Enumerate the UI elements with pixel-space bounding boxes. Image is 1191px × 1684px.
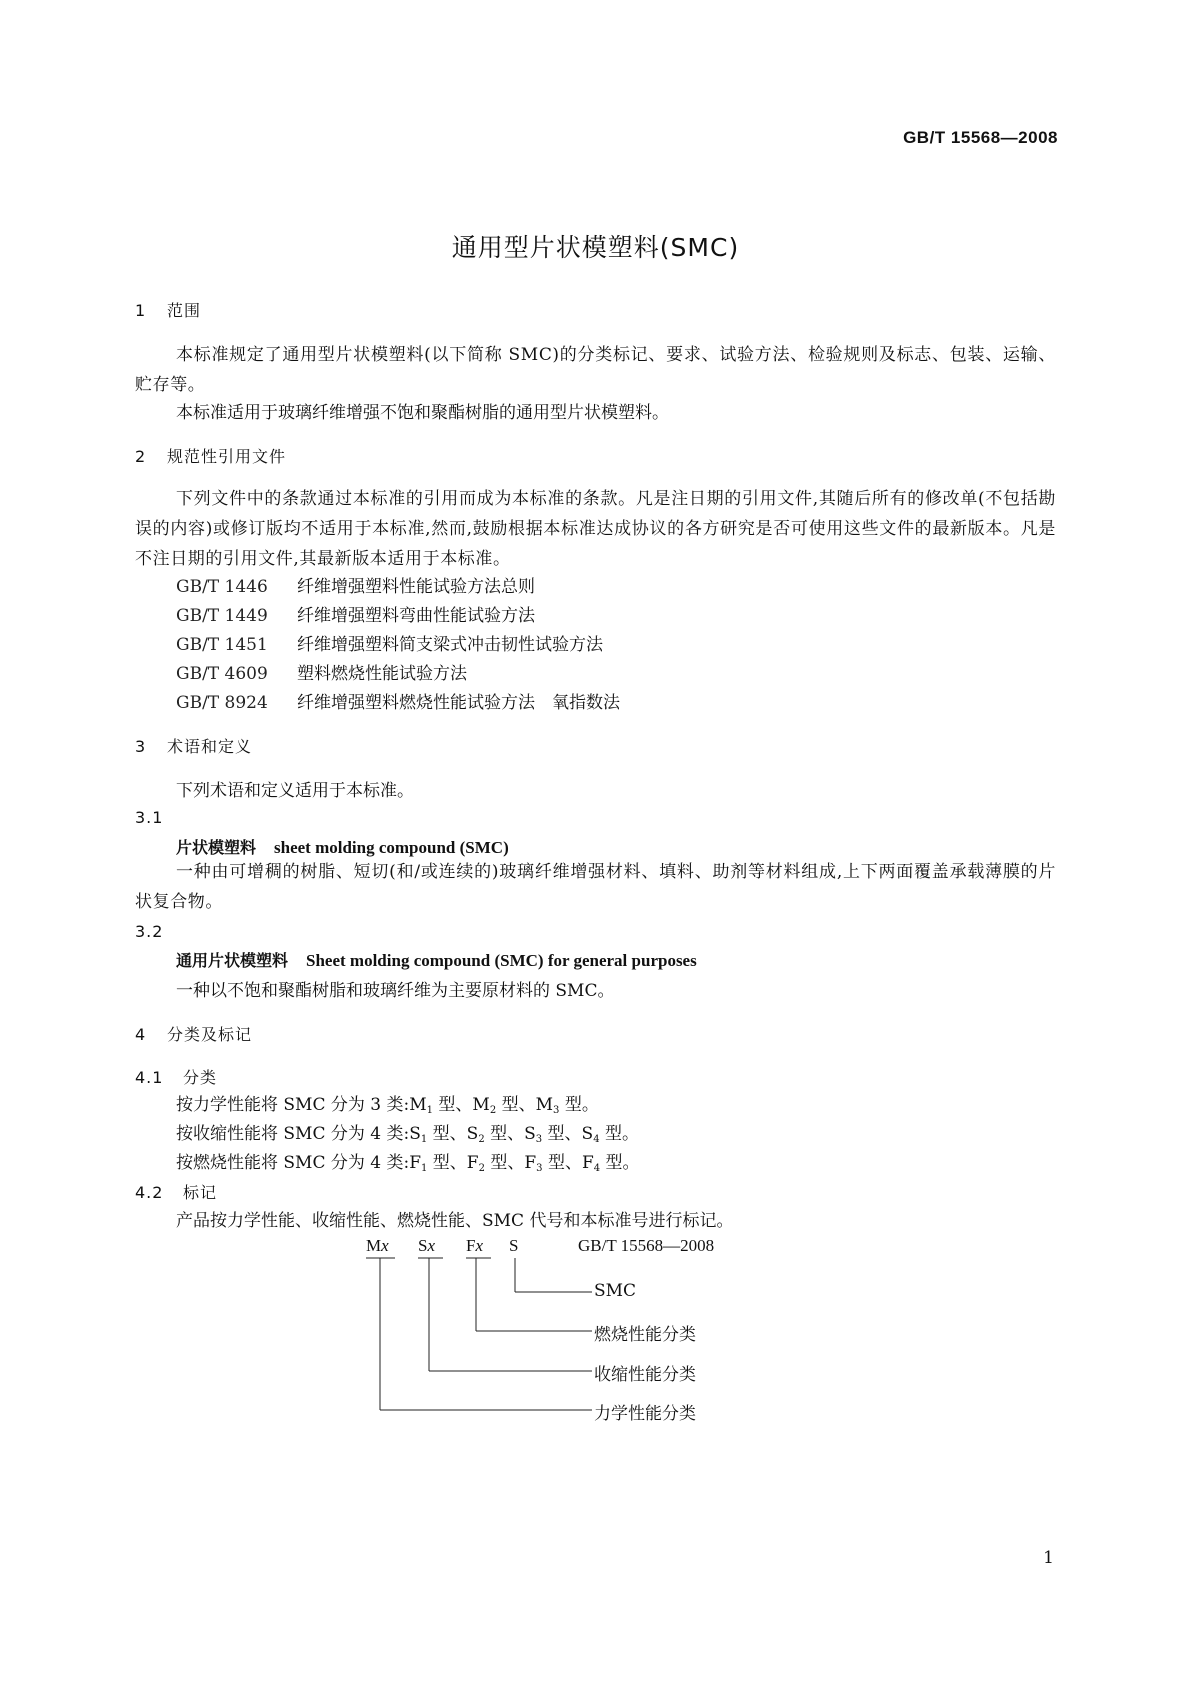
classification-type: $M_1$ 型、 [409,1095,473,1116]
section-3-heading: 3 术语和定义 [135,737,253,756]
type-subscript: 2 [489,1105,497,1116]
type-subscript: 1 [426,1105,434,1116]
code-shrinkage-text: Sx [418,1236,436,1255]
section-2-paragraph: 下列文件中的条款通过本标准的引用而成为本标准的条款。凡是注日期的引用文件,其随后所有的修改单(不包括勘误的内容)或修订版均不适用于本标准,然而,鼓励根据本标准达成协议的各方研究是否可使用这些文件的最新版本。凡是不注日期的引用文件,其最新版本适用于本标准。 [135,489,1056,569]
type-subscript: 3 [553,1105,560,1116]
type-subscript: 4 [593,1163,601,1174]
classification-type: $F_2$ 型、 [466,1153,525,1174]
label-flammability: 燃烧性能分类 [594,1325,696,1345]
type-subscript: 1 [421,1163,428,1174]
section-2-heading: 2 规范性引用文件 [135,447,287,466]
classification-prefix: 按力学性能将 SMC 分为 3 类: [176,1095,410,1115]
label-mechanical: 力学性能分类 [594,1404,696,1424]
reference-item: GB/T 1446 纤维增强塑料性能试验方法总则 [176,577,535,597]
code-variable: x [475,1236,484,1255]
reference-item: GB/T 4609 塑料燃烧性能试验方法 [176,664,467,684]
section-4-1-heading: 4.1 分类 [135,1068,218,1087]
term-3-2-definition: 一种以不饱和聚酯树脂和玻璃纤维为主要原材料的 SMC。 [176,981,615,1001]
classification-type: $M_2$ 型、 [472,1095,536,1116]
section-1-paragraph-1: 本标准规定了通用型片状模塑料(以下简称 SMC)的分类标记、要求、试验方法、检验规则及标志、包装、运输、贮存等。 [135,345,1056,395]
type-subscript: 3 [535,1134,543,1145]
reference-item: GB/T 8924 纤维增强塑料燃烧性能试验方法 氧指数法 [176,693,620,713]
section-4-2-intro: 产品按力学性能、收缩性能、燃烧性能、SMC 代号和本标准号进行标记。 [176,1211,734,1231]
section-3-intro: 下列术语和定义适用于本标准。 [176,781,414,801]
section-4-heading: 4 分类及标记 [135,1025,253,1044]
code-flammability-text: Fx [466,1236,484,1255]
classification-type: $F_1$ 型、 [409,1153,467,1174]
type-subscript: 2 [478,1163,485,1174]
classification-prefix: 按收缩性能将 SMC 分为 4 类: [176,1124,410,1144]
type-subscript: 2 [478,1134,485,1145]
label-smc: SMC [594,1281,637,1301]
code-mechanical-text: Mx [366,1236,389,1255]
classification-prefix: 按燃烧性能将 SMC 分为 4 类: [176,1153,410,1173]
term-3-1-title: 片状模塑料 sheet molding compound (SMC) [176,838,509,857]
section-4-2-heading: 4.2 标记 [135,1183,218,1202]
classification-type: $S_4$ 型。 [581,1124,639,1145]
code-variable: x [427,1236,436,1255]
term-3-1-number: 3.1 [135,808,164,827]
classification-type: $F_3$ 型、 [524,1153,582,1174]
term-3-2-number: 3.2 [135,922,164,941]
term-3-2-title: 通用片状模塑料 Sheet molding compound (SMC) for general purposes [176,951,697,970]
classification-type: $F_4$ 型。 [581,1153,640,1174]
section-1-heading: 1 范围 [135,301,202,320]
type-subscript: 1 [420,1134,428,1145]
type-subscript: 4 [593,1134,600,1145]
classification-type: $S_3$ 型、 [524,1124,582,1145]
label-shrinkage: 收缩性能分类 [594,1365,696,1385]
classification-type: $M_3$ 型。 [535,1095,599,1116]
reference-item: GB/T 1449 纤维增强塑料弯曲性能试验方法 [176,606,535,626]
type-subscript: 3 [536,1163,543,1174]
page-title: 通用型片状模塑料(SMC) [451,233,740,262]
code-smc-text: S [509,1236,519,1255]
term-3-1-definition: 一种由可增稠的树脂、短切(和/或连续的)玻璃纤维增强材料、填料、助剂等材料组成,上下两面覆盖承载薄膜的片状复合物。 [135,862,1056,912]
section-1-paragraph-2: 本标准适用于玻璃纤维增强不饱和聚酯树脂的通用型片状模塑料。 [176,403,669,423]
reference-item: GB/T 1451 纤维增强塑料简支梁式冲击韧性试验方法 [176,635,603,655]
classification-type: $S_1$ 型、 [409,1124,467,1145]
page-number: 1 [1043,1548,1054,1568]
diagram-standard-number: GB/T 15568—2008 [578,1236,715,1255]
classification-type: $S_2$ 型、 [466,1124,525,1145]
standard-number: GB/T 15568—2008 [903,128,1058,147]
code-variable: x [381,1236,389,1255]
